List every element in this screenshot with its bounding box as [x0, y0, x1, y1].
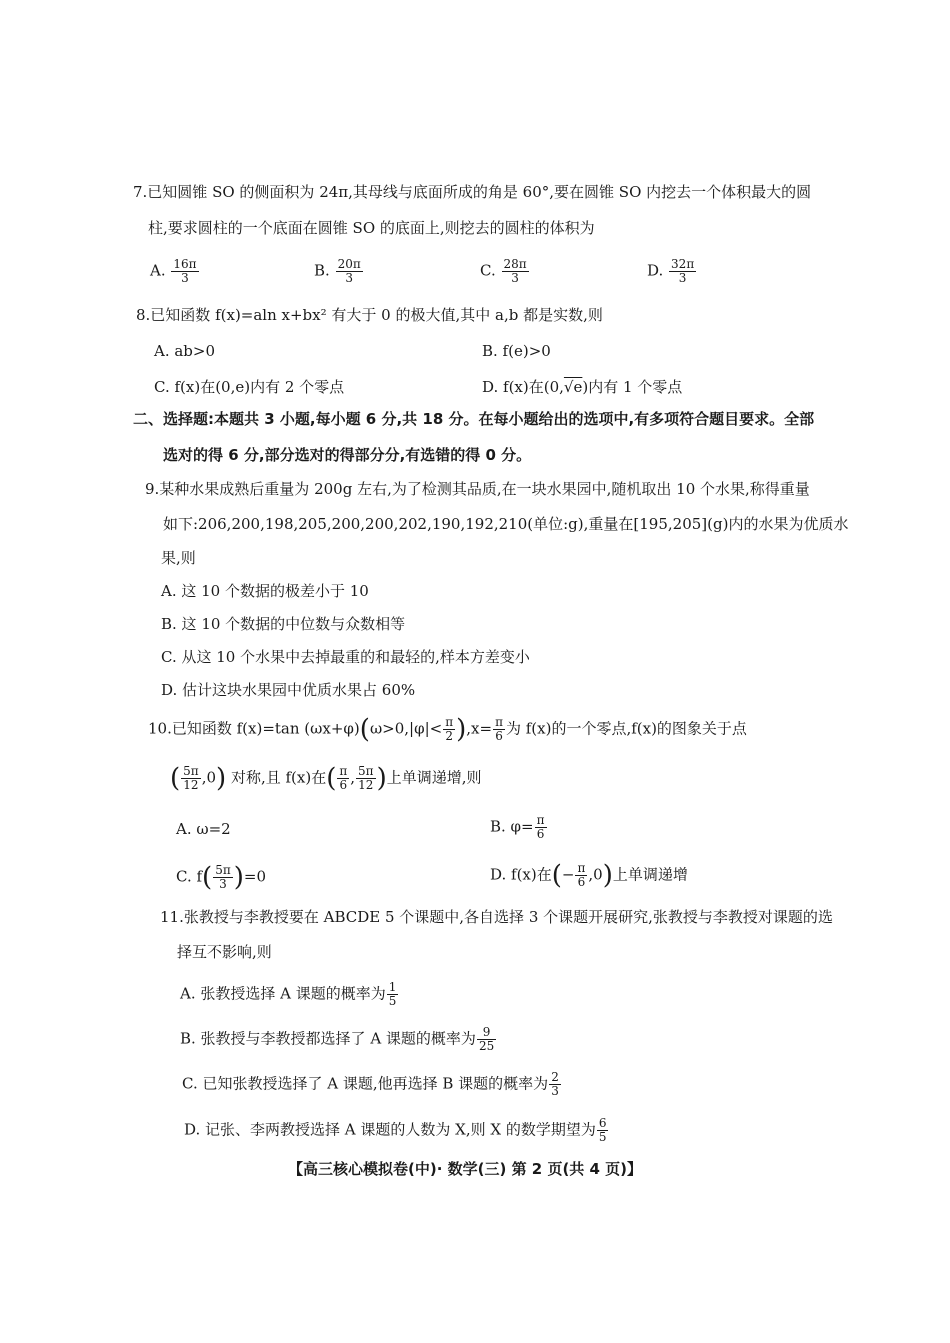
q9-option-a: A. 这 10 个数据的极差小于 10 [161, 582, 369, 600]
q8-option-c: C. f(x)在(0,e)内有 2 个零点 [154, 378, 345, 396]
q11-option-a: A. 张教授选择 A 课题的概率为 $\frac{1}{5}$ [180, 980, 397, 1008]
q9-stem-line1: 9.某种水果成熟后重量为 200g 左右,为了检测其品质,在一块水果园中,随机取出 10 个水果,称得重量 [145, 480, 810, 498]
q8-option-d: D. f(x)在(0,√e)内有 1 个零点 [482, 378, 683, 396]
q11-stem-line2: 择互不影响,则 [177, 943, 272, 961]
q7-option-d: D. $\frac{32\pi}{3}$ [647, 257, 695, 285]
q9-option-c: C. 从这 10 个水果中去掉最重的和最轻的,样本方差变小 [161, 648, 530, 666]
section-2-heading-line1: 二、选择题:本题共 3 小题,每小题 6 分,共 18 分。在每小题给出的选项中,有多项符合题目要求。全部 [133, 410, 815, 428]
q7-option-a: A. $\frac{16\pi}{3}$ [150, 257, 197, 285]
q8-stem: 8.已知函数 f(x)=aln x+bx² 有大于 0 的极大值,其中 a,b 都是实数,则 [136, 306, 603, 324]
q10-option-d: D. f(x)在(− $\frac{\pi}{6}$ ,0)上单调递增 [490, 860, 688, 891]
page-footer: 【高三核心模拟卷(中)· 数学(三) 第 2 页(共 4 页)】 [288, 1160, 643, 1178]
q7-option-c: C. $\frac{28\pi}{3}$ [480, 257, 527, 285]
q9-stem-line2: 如下:206,200,198,205,200,200,202,190,192,210(单位:g),重量在[195,205](g)内的水果为优质水 [163, 515, 849, 533]
q11-option-c: C. 已知张教授选择了 A 课题,他再选择 B 课题的概率为 $\frac{2}{3}$ [182, 1070, 559, 1098]
q11-option-b: B. 张教授与李教授都选择了 A 课题的概率为 $\frac{9}{25}$ [180, 1025, 495, 1053]
q9-stem-line3: 果,则 [161, 549, 196, 567]
q10-stem-line1: 10.已知函数 f(x)=tan (ωx+φ)(ω>0,|φ|< $\frac{\pi}{2}$ ),x= $\frac{\pi}{6}$ 为 f(x)的一个零点,f(x)的图象关于点 [148, 714, 747, 745]
q11-stem-line1: 11.张教授与李教授要在 ABCDE 5 个课题中,各自选择 3 个课题开展研究,张教授与李教授对课题的选 [160, 908, 833, 926]
q10-option-c: C. f( $\frac{5\pi}{3}$ )=0 [176, 862, 266, 893]
q10-option-b: B. φ= $\frac{\pi}{6}$ [490, 813, 545, 841]
q10-option-a: A. ω=2 [176, 820, 231, 838]
q8-option-a: A. ab>0 [154, 342, 216, 360]
section-2-heading-line2: 选对的得 6 分,部分选对的得部分分,有选错的得 0 分。 [163, 446, 532, 464]
q10-stem-line2: ( $\frac{5\pi}{12}$ ,0) 对称,且 f(x)在( $\frac{\pi}{6}$ , $\frac{5\pi}{12}$ )上单调递增,则 [170, 763, 482, 794]
q9-option-d: D. 估计这块水果园中优质水果占 60% [161, 681, 416, 699]
q8-option-b: B. f(e)>0 [482, 342, 551, 360]
q7-stem-line1: 7.已知圆锥 SO 的侧面积为 24π,其母线与底面所成的角是 60°,要在圆锥 SO 内挖去一个体积最大的圆 [133, 183, 812, 201]
q7-stem-line2: 柱,要求圆柱的一个底面在圆锥 SO 的底面上,则挖去的圆柱的体积为 [148, 219, 595, 237]
q7-option-b: B. $\frac{20\pi}{3}$ [314, 257, 361, 285]
q9-option-b: B. 这 10 个数据的中位数与众数相等 [161, 615, 406, 633]
q11-option-d: D. 记张、李两教授选择 A 课题的人数为 X,则 X 的数学期望为 $\frac{6}{5}$ [184, 1116, 607, 1144]
